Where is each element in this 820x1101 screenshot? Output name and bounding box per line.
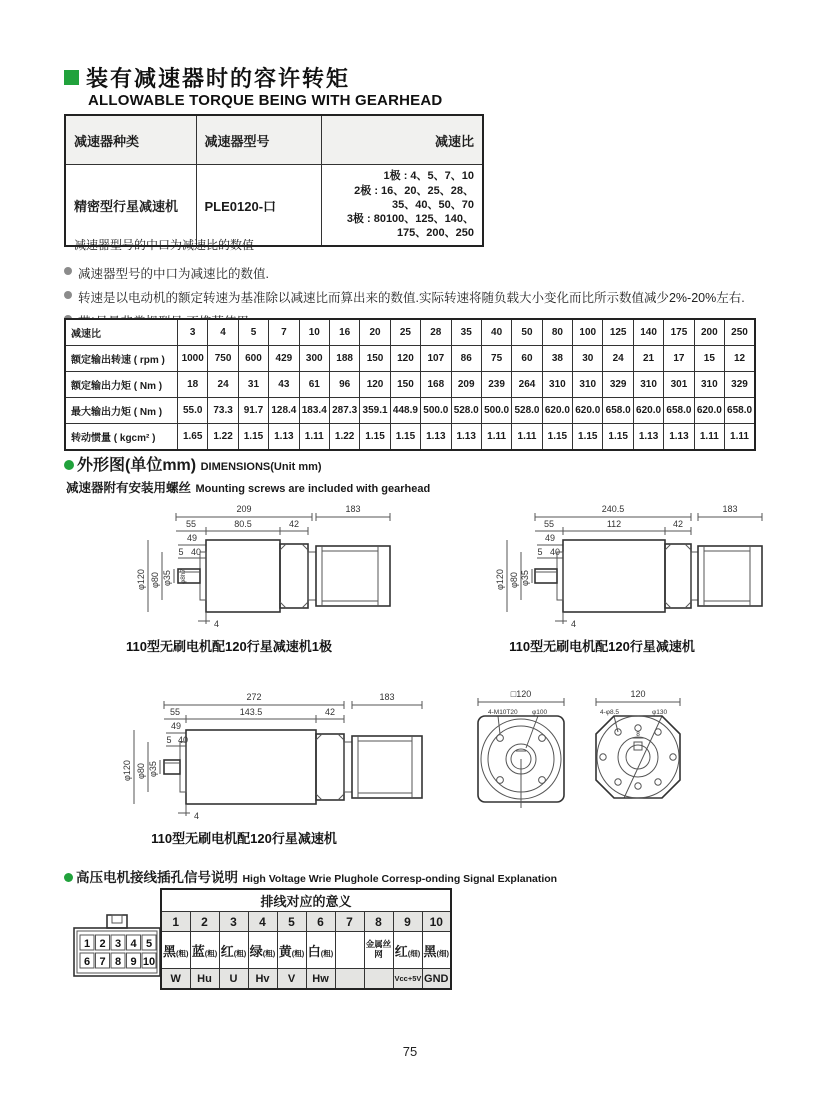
spec-value: 60 xyxy=(512,346,542,372)
wire-thickness-text: (粗) xyxy=(176,948,189,958)
spec-value: 12 xyxy=(725,346,755,372)
dim-label: 4 xyxy=(214,619,220,629)
dim-label: 4 xyxy=(571,619,577,629)
pin-number-cell: 2 xyxy=(190,912,219,932)
spec-value: 1.11 xyxy=(299,424,329,451)
spec-ratio-value: 7 xyxy=(269,319,299,346)
dimensions-note xyxy=(66,478,430,497)
spec-value: 1000 xyxy=(178,346,208,372)
signal-name-cell xyxy=(364,969,393,990)
spec-value: 1.13 xyxy=(421,424,451,451)
dim-label: 240.5 xyxy=(601,504,625,514)
spec-ratio-value: 40 xyxy=(481,319,511,346)
wire-color-text: 黄 xyxy=(278,943,292,959)
gearhead-side-view-1stage xyxy=(64,500,394,632)
spec-value: 128.4 xyxy=(269,398,299,424)
gearhead-type: 精密型行星减速机 xyxy=(65,165,196,247)
spec-value: 150 xyxy=(360,346,390,372)
wire-color-cell xyxy=(335,932,364,969)
dim-label: φ80 xyxy=(150,572,160,588)
gearhead-front-views xyxy=(466,686,706,818)
pin-number: 2 xyxy=(99,938,106,950)
signal-name-row xyxy=(161,969,451,990)
pin-number: 9 xyxy=(130,956,137,968)
spec-value: 120 xyxy=(390,346,420,372)
pin-number: 5 xyxy=(145,938,153,950)
gearbox-outline xyxy=(535,540,762,612)
signal-table-title: 排线对应的意义 xyxy=(161,889,451,912)
spec-value: 1.15 xyxy=(542,424,572,451)
spec-value: 43 xyxy=(269,372,299,398)
connector-pin-row-2 xyxy=(80,953,156,968)
ratio-line: 3极 : 80100、125、140、 xyxy=(346,213,474,226)
spec-value: 1.11 xyxy=(694,424,724,451)
signal-name-cell: U xyxy=(219,969,248,990)
dim-label: 120 xyxy=(630,689,646,699)
pin-number-cell: 10 xyxy=(422,912,451,932)
signal-name-cell: Vcc+5V xyxy=(393,969,422,990)
dimensions-note-en: Mounting screws are included with gearhead xyxy=(195,483,431,495)
spec-value: 448.9 xyxy=(390,398,420,424)
bullet-icon xyxy=(64,267,72,275)
pin-number-cell: 8 xyxy=(364,912,393,932)
spec-value: 15 xyxy=(694,346,724,372)
torque-spec-table xyxy=(64,318,756,451)
spec-value: 750 xyxy=(208,346,238,372)
spec-value: 75 xyxy=(481,346,511,372)
spec-value: 1.15 xyxy=(238,424,268,451)
dim-label: 40 xyxy=(190,547,202,557)
front-view-octagon-flange xyxy=(596,689,680,798)
spec-ratio-value: 3 xyxy=(178,319,208,346)
spec-value: 91.7 xyxy=(238,398,268,424)
page-number: 75 xyxy=(402,1044,418,1059)
spec-value: 1.15 xyxy=(603,424,633,451)
wire-color-cell xyxy=(161,932,190,969)
spec-ratio-value: 100 xyxy=(573,319,603,346)
signal-name-cell: Hv xyxy=(248,969,277,990)
spec-ratio-value: 4 xyxy=(208,319,238,346)
spec-value: 528.0 xyxy=(451,398,481,424)
dim-label: 183 xyxy=(345,504,361,514)
page-title: 装有减速器时的容许转矩 xyxy=(86,66,351,91)
gearhead-data-row xyxy=(65,165,483,247)
spec-value: 1.13 xyxy=(269,424,299,451)
spec-value: 1.13 xyxy=(633,424,663,451)
wire-color-text: 金属丝网 xyxy=(365,939,392,959)
spec-value: 329 xyxy=(603,372,633,398)
spec-value: 1.13 xyxy=(451,424,481,451)
gearhead-model-table xyxy=(64,114,484,247)
dim-label: φ80 xyxy=(136,763,146,779)
spec-row-label: 最大输出力矩 ( Nm ) xyxy=(65,398,178,424)
pin-number: 1 xyxy=(83,938,91,950)
dim-label: φ8h7 xyxy=(180,568,187,584)
dim-label: 49 xyxy=(170,721,182,731)
spec-row xyxy=(65,372,755,398)
dim-label: φ120 xyxy=(495,569,505,590)
spec-value: 24 xyxy=(603,346,633,372)
spec-value: 96 xyxy=(329,372,359,398)
dim-label: φ35 xyxy=(520,570,530,586)
pin-number: 6 xyxy=(83,956,91,968)
spec-value: 310 xyxy=(573,372,603,398)
dim-label: 4 xyxy=(194,811,200,821)
pin-number-row xyxy=(161,912,451,932)
spec-value: 209 xyxy=(451,372,481,398)
wire-color-text: 黑 xyxy=(423,943,437,959)
signal-table-title-row xyxy=(161,889,451,912)
ratio-line: 2极 : 16、20、25、28、 xyxy=(354,184,474,197)
spec-value: 500.0 xyxy=(481,398,511,424)
pin-number: 4 xyxy=(130,938,137,950)
page-subtitle: ALLOWABLE TORQUE BEING WITH GEARHEAD xyxy=(88,92,443,109)
gearhead-side-view-3stage xyxy=(64,688,424,824)
figure-caption: 110型无刷电机配120行星减速机 xyxy=(151,831,337,846)
signal-name-cell: Hw xyxy=(306,969,335,990)
dim-label: 272 xyxy=(246,692,262,702)
spec-ratio-value: 25 xyxy=(390,319,420,346)
pin-number-cell: 6 xyxy=(306,912,335,932)
spec-ratio-value: 28 xyxy=(421,319,451,346)
gearhead-model: PLE0120-口 xyxy=(196,165,321,247)
spec-ratio-value: 10 xyxy=(299,319,329,346)
dim-label: 4-M10T20 xyxy=(488,709,518,716)
spec-value: 1.22 xyxy=(329,424,359,451)
spec-value: 17 xyxy=(664,346,694,372)
spec-value: 528.0 xyxy=(512,398,542,424)
wire-thickness-text: (粗) xyxy=(291,948,305,958)
wire-color-text: 白 xyxy=(307,943,321,959)
signal-heading xyxy=(64,866,557,887)
dim-label: 40 xyxy=(549,547,561,557)
spec-ratio-value: 35 xyxy=(451,319,481,346)
pin-number-cell: 4 xyxy=(248,912,277,932)
spec-value: 1.65 xyxy=(178,424,208,451)
spec-value: 183.4 xyxy=(299,398,329,424)
figure-caption: 110型无刷电机配120行星减速机1极 xyxy=(126,639,332,654)
pin-number-cell: 9 xyxy=(393,912,422,932)
spec-ratio-value: 250 xyxy=(725,319,755,346)
dim-label: 4-φ8.5 xyxy=(600,709,620,716)
wire-color-cell xyxy=(248,932,277,969)
green-dot-icon xyxy=(64,460,74,470)
green-dot-icon xyxy=(64,873,73,882)
wire-color-cell xyxy=(364,932,393,969)
col-reduction-ratio: 减速比 xyxy=(321,115,483,165)
dim-label: φ120 xyxy=(122,760,132,781)
gearhead-header-row xyxy=(65,115,483,165)
pin-number-cell: 5 xyxy=(277,912,306,932)
spec-value: 1.13 xyxy=(664,424,694,451)
spec-value: 500.0 xyxy=(421,398,451,424)
gearhead-ratios xyxy=(321,165,483,247)
dimensions-heading xyxy=(64,452,322,475)
dim-label: φ130 xyxy=(652,709,668,716)
spec-value: 188 xyxy=(329,346,359,372)
dim-label: 8 xyxy=(636,731,640,738)
dim-label: 5 xyxy=(178,547,184,557)
spec-row-label: 额定输出转速 ( rpm ) xyxy=(65,346,178,372)
gearbox-outline xyxy=(178,540,390,612)
gearhead-side-view-2stage xyxy=(436,500,768,632)
spec-ratio-value: 80 xyxy=(542,319,572,346)
ratio-line: 35、40、50、70 xyxy=(392,198,474,211)
note-item xyxy=(64,288,804,306)
spec-value: 38 xyxy=(542,346,572,372)
wire-color-cell xyxy=(219,932,248,969)
spec-row xyxy=(65,424,755,451)
spec-row-label: 减速比 xyxy=(65,319,178,346)
dim-label: φ35 xyxy=(162,570,172,586)
spec-value: 301 xyxy=(664,372,694,398)
pin-number-cell: 1 xyxy=(161,912,190,932)
spec-row xyxy=(65,398,755,424)
front-view-square-flange xyxy=(478,689,564,808)
spec-value: 168 xyxy=(421,372,451,398)
signal-heading-cn: 高压电机接线插孔信号说明 xyxy=(76,870,238,885)
spec-value: 61 xyxy=(299,372,329,398)
signal-name-cell: V xyxy=(277,969,306,990)
dim-label: 42 xyxy=(324,707,336,717)
spec-ratio-value: 200 xyxy=(694,319,724,346)
dim-label: 112 xyxy=(606,519,622,529)
dim-label: φ80 xyxy=(509,572,519,588)
spec-value: 1.15 xyxy=(573,424,603,451)
signal-name-cell: W xyxy=(161,969,190,990)
wire-color-text: 蓝 xyxy=(191,943,205,959)
spec-value: 1.11 xyxy=(725,424,755,451)
spec-value: 31 xyxy=(238,372,268,398)
signal-name-cell: Hu xyxy=(190,969,219,990)
gearbox-outline xyxy=(164,730,422,804)
dim-label: 143.5 xyxy=(239,707,263,717)
col-gearhead-model: 减速器型号 xyxy=(196,115,321,165)
pin-number: 10 xyxy=(142,956,156,968)
signal-name-cell xyxy=(335,969,364,990)
spec-value: 359.1 xyxy=(360,398,390,424)
dim-label: φ35 xyxy=(148,761,158,777)
dim-label: 55 xyxy=(543,519,555,529)
spec-ratio-value: 5 xyxy=(238,319,268,346)
dim-label: 55 xyxy=(169,707,181,717)
wire-color-text: 红 xyxy=(220,943,234,959)
model-footnote: 减速器型号的中口为减速比的数值 xyxy=(74,238,255,252)
wire-thickness-text: (粗) xyxy=(233,948,247,958)
spec-ratio-row xyxy=(65,319,755,346)
note-item xyxy=(64,264,804,282)
wire-color-text: 红 xyxy=(394,943,408,959)
spec-value: 658.0 xyxy=(664,398,694,424)
spec-value: 18 xyxy=(178,372,208,398)
spec-row-label: 转动惯量 ( kgcm² ) xyxy=(65,424,178,451)
dim-label: 55 xyxy=(185,519,197,529)
wire-signal-table xyxy=(160,888,452,990)
spec-value: 1.11 xyxy=(481,424,511,451)
wire-color-cell xyxy=(190,932,219,969)
spec-value: 658.0 xyxy=(725,398,755,424)
dim-label: 5 xyxy=(537,547,543,557)
spec-value: 150 xyxy=(390,372,420,398)
pin-number-cell: 3 xyxy=(219,912,248,932)
spec-value: 300 xyxy=(299,346,329,372)
spec-ratio-value: 16 xyxy=(329,319,359,346)
dimensions-title-en: DIMENSIONS(Unit mm) xyxy=(200,461,322,473)
spec-value: 620.0 xyxy=(573,398,603,424)
spec-value: 21 xyxy=(633,346,663,372)
dimensions-title-cn: 外形图(单位mm) xyxy=(77,457,197,474)
wire-thickness-text: (细) xyxy=(407,948,421,958)
spec-value: 30 xyxy=(573,346,603,372)
dim-label: 80.5 xyxy=(234,519,252,529)
spec-value: 429 xyxy=(269,346,299,372)
spec-value: 24 xyxy=(208,372,238,398)
spec-value: 1.22 xyxy=(208,424,238,451)
spec-value: 620.0 xyxy=(542,398,572,424)
dim-label: 42 xyxy=(672,519,684,529)
ratio-line: 175、200、250 xyxy=(396,227,474,240)
spec-value: 86 xyxy=(451,346,481,372)
spec-value: 1.15 xyxy=(360,424,390,451)
note-text: 减速器型号的中口为减速比的数值. xyxy=(78,267,269,281)
spec-value: 310 xyxy=(694,372,724,398)
spec-row-label: 额定输出力矩 ( Nm ) xyxy=(65,372,178,398)
wire-color-row xyxy=(161,932,451,969)
spec-value: 620.0 xyxy=(633,398,663,424)
wire-thickness-text: (粗) xyxy=(320,948,334,958)
dim-label: 49 xyxy=(544,533,556,543)
wire-thickness-text: (粗) xyxy=(262,948,276,958)
spec-value: 120 xyxy=(360,372,390,398)
spec-value: 310 xyxy=(633,372,663,398)
spec-value: 1.11 xyxy=(512,424,542,451)
dim-label: φ100 xyxy=(532,709,548,716)
dim-label: 183 xyxy=(379,692,395,702)
pin-number: 7 xyxy=(99,956,106,968)
spec-value: 287.3 xyxy=(329,398,359,424)
pin-number-cell: 7 xyxy=(335,912,364,932)
spec-value: 329 xyxy=(725,372,755,398)
signal-heading-en: High Voltage Wrie Plughole Corresp-onding Signal Explanation xyxy=(242,873,558,885)
dim-label: 49 xyxy=(186,533,198,543)
figure-caption: 110型无刷电机配120行星减速机 xyxy=(509,639,695,654)
wire-thickness-text: (粗) xyxy=(204,948,218,958)
pin-number: 3 xyxy=(114,938,122,950)
spec-value: 658.0 xyxy=(603,398,633,424)
spec-value: 107 xyxy=(421,346,451,372)
spec-value: 620.0 xyxy=(694,398,724,424)
ratio-line: 1极 : 4、5、7、10 xyxy=(383,170,474,183)
signal-name-cell: GND xyxy=(422,969,451,990)
wire-color-cell xyxy=(306,932,335,969)
wire-color-text: 黑 xyxy=(163,943,177,959)
connector-plug-diagram xyxy=(70,910,164,982)
wire-color-cell xyxy=(277,932,306,969)
spec-ratio-value: 175 xyxy=(664,319,694,346)
wire-thickness-text: (细) xyxy=(436,948,450,958)
bullet-icon xyxy=(64,291,72,299)
spec-ratio-value: 50 xyxy=(512,319,542,346)
wire-color-cell xyxy=(393,932,422,969)
connector-pin-row-1 xyxy=(80,935,156,950)
spec-value: 1.15 xyxy=(390,424,420,451)
dim-label: 42 xyxy=(288,519,300,529)
spec-value: 600 xyxy=(238,346,268,372)
dim-label: 183 xyxy=(722,504,738,514)
spec-value: 55.0 xyxy=(178,398,208,424)
wire-color-text: 绿 xyxy=(249,943,263,959)
dim-label: 5 xyxy=(166,735,172,745)
dim-label: □120 xyxy=(510,689,532,699)
pin-number: 8 xyxy=(114,956,122,968)
dim-label: 209 xyxy=(236,504,252,514)
green-square-icon xyxy=(64,70,79,85)
spec-ratio-value: 125 xyxy=(603,319,633,346)
spec-value: 310 xyxy=(542,372,572,398)
col-gearhead-type: 减速器种类 xyxy=(65,115,196,165)
dim-label: φ120 xyxy=(136,569,146,590)
dimensions-note-cn: 减速器附有安装用螺丝 xyxy=(66,481,192,495)
spec-value: 264 xyxy=(512,372,542,398)
spec-row xyxy=(65,346,755,372)
spec-value: 239 xyxy=(481,372,511,398)
spec-ratio-value: 20 xyxy=(360,319,390,346)
note-text: 转速是以电动机的额定转速为基准除以减速比而算出来的数值.实际转速将随负载大小变化而比所示数值减少2%-20%左右. xyxy=(78,291,745,305)
wire-color-cell xyxy=(422,932,451,969)
spec-ratio-value: 140 xyxy=(633,319,663,346)
spec-value: 73.3 xyxy=(208,398,238,424)
dim-label: 40 xyxy=(177,735,189,745)
